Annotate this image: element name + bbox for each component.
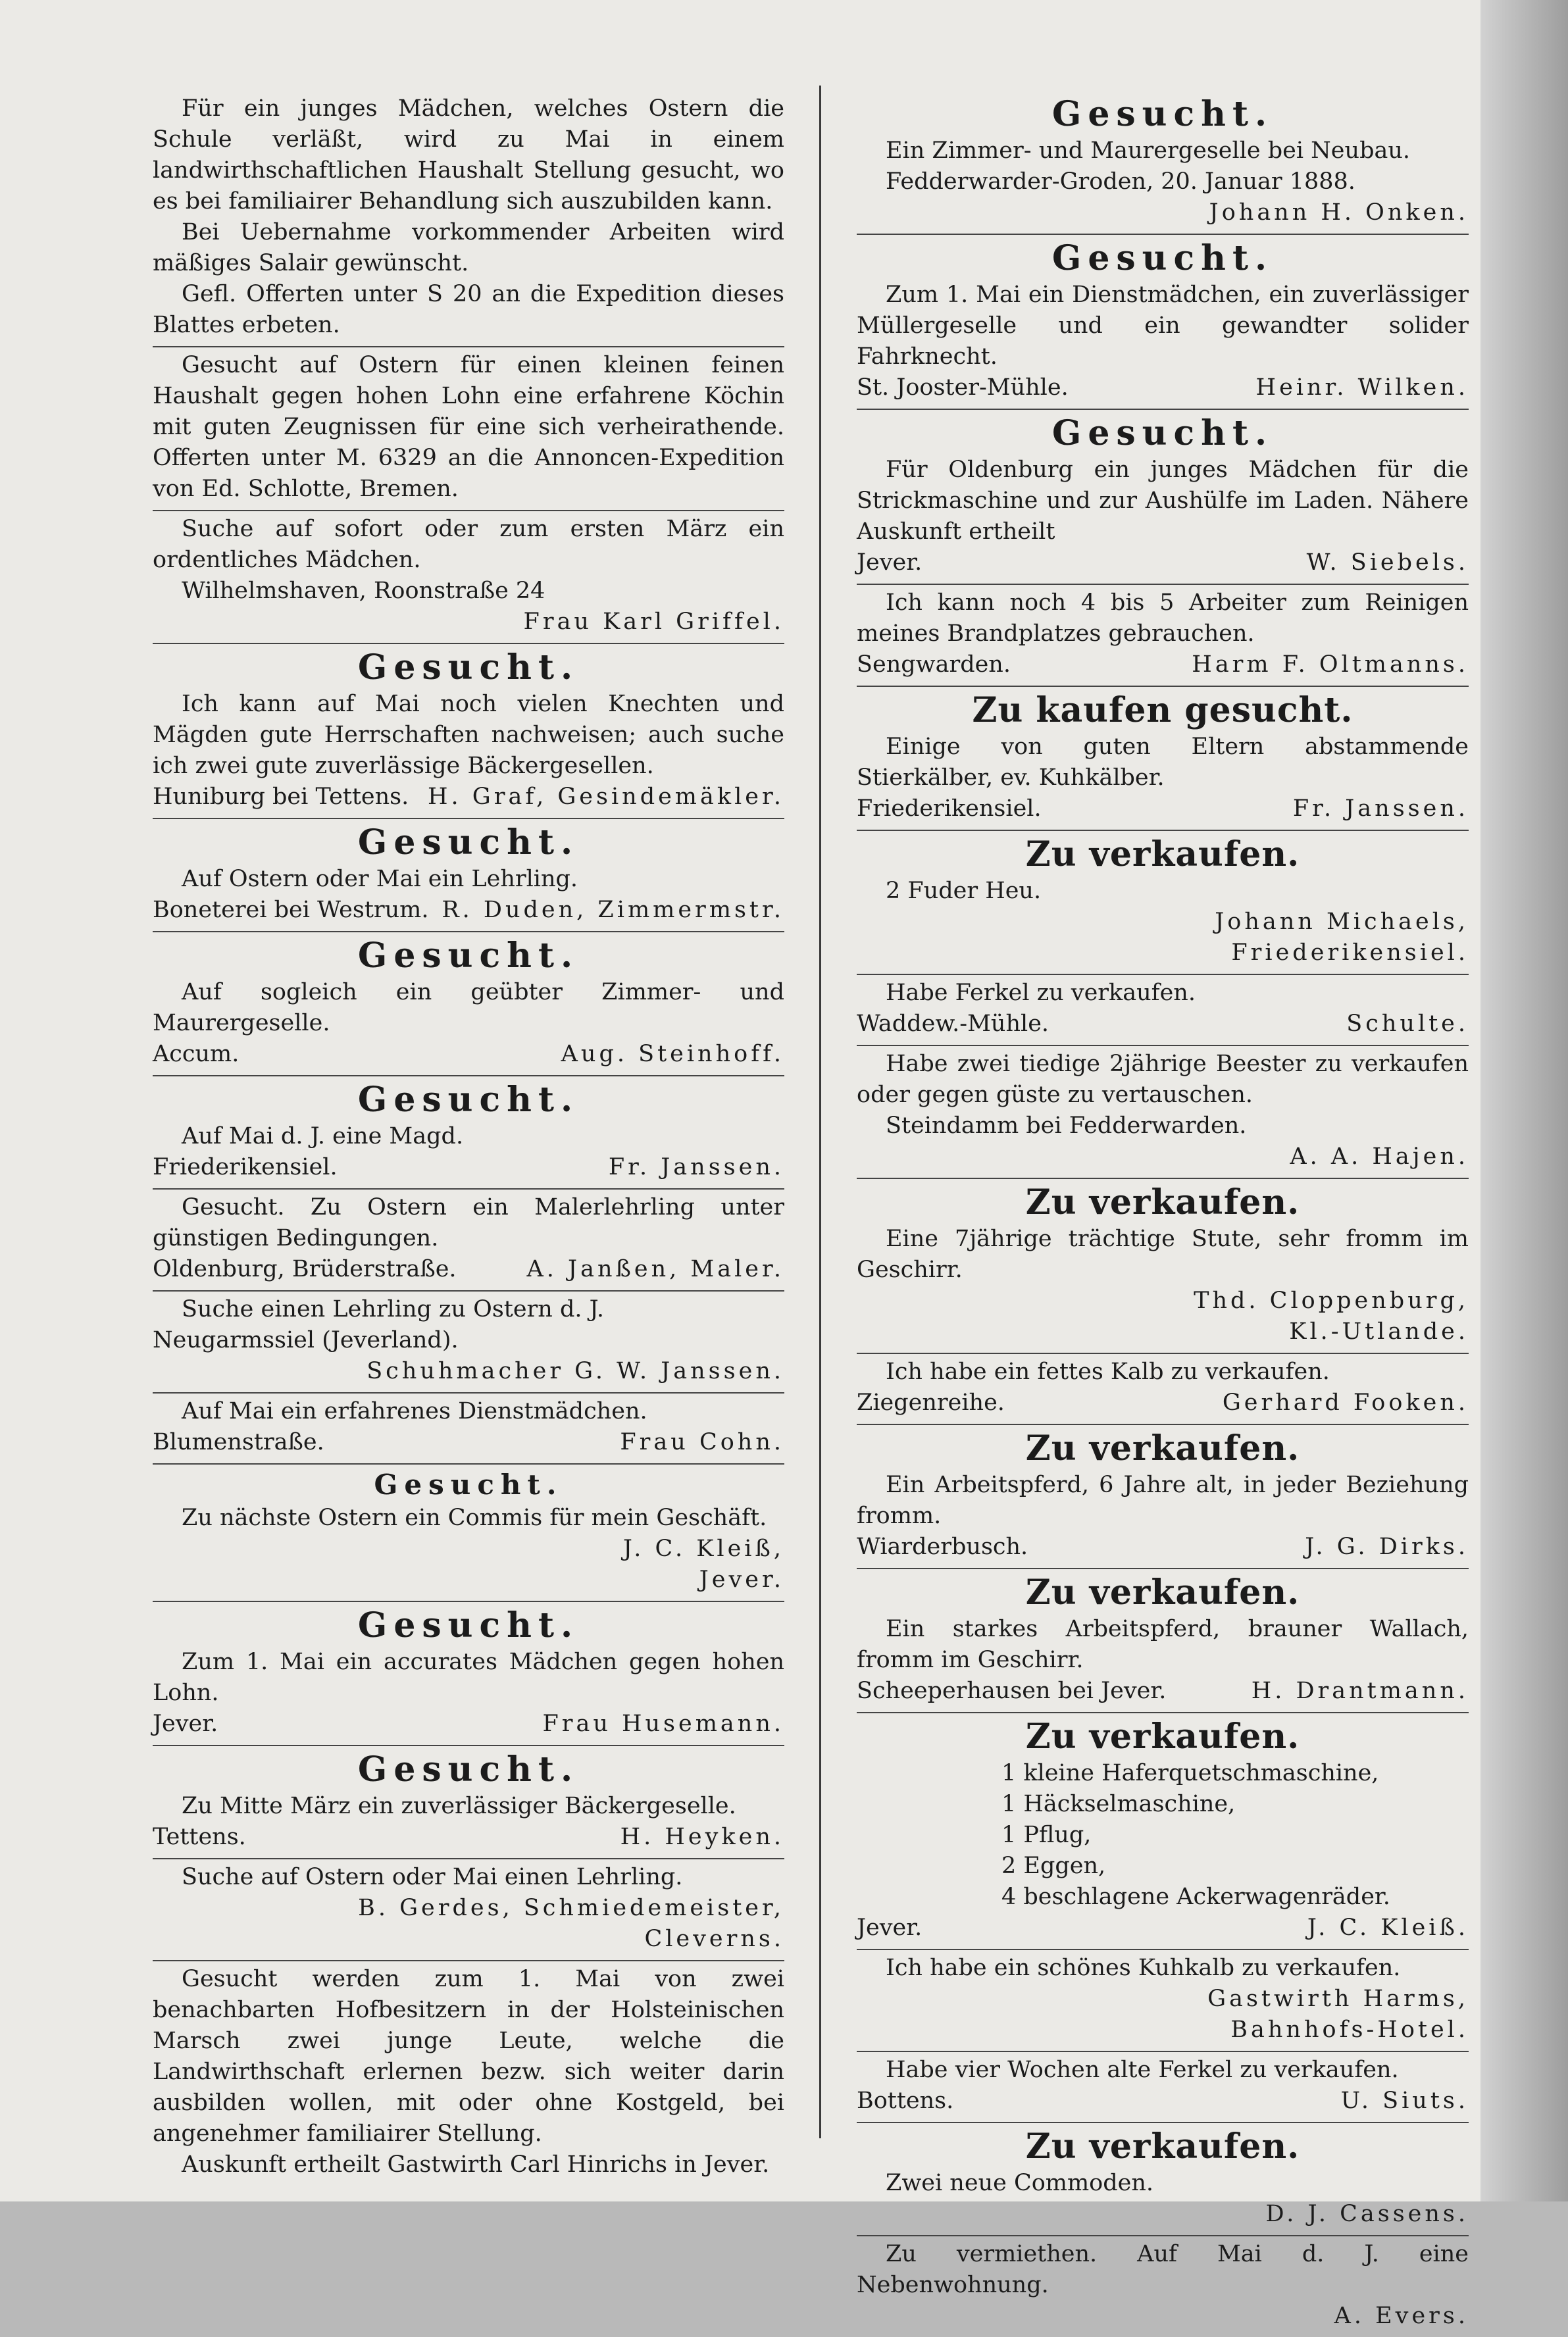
ad-location: Huniburg bei Tettens. [153,784,409,810]
ad-text: Steindamm bei Fedderwarden. [886,1113,1247,1139]
classified-ad [857,831,1469,975]
ad-text: Ich kann auf Mai noch vielen Knechten und Mägden gute Herrschaften nachweisen; auch suche ich zwei gute zuverlässige Bäckergesellen. [153,691,784,779]
ad-text: 1 Häckselmaschine, [1001,1791,1236,1817]
ad-text: Zu Mitte März ein zuverlässiger Bäckergeselle. [182,1793,736,1819]
ad-heading: Gesucht. [357,1749,580,1790]
ad-heading: Zu verkaufen. [1025,1428,1300,1469]
ad-heading: Gesucht. [357,1080,580,1120]
ad-advertiser: U. Siuts. [1340,2088,1469,2114]
classified-ad [153,91,784,347]
ad-text: Für ein junges Mädchen, welches Ostern die Schule verläßt, wird zu Mai in einem landwirthschaftlichen Haushalt Stellung gesucht, wo es bei familiairer Behandlung sich auszubilden kann. [153,95,784,214]
ad-advertiser: B. Gerdes, Schmiedemeister, [358,1895,784,1921]
ad-heading: Zu verkaufen. [1025,1572,1300,1613]
ad-advertiser: Aug. Steinhoff. [561,1041,784,1067]
classified-ad [857,1713,1469,1950]
classified-ad [153,932,784,1076]
ad-heading: Gesucht. [1051,94,1274,134]
ad-heading: Zu verkaufen. [1025,1717,1300,1757]
ad-advertiser: D. J. Cassens. [1265,2201,1469,2227]
classified-ad [857,2123,1469,2236]
ad-text: Für Oldenburg ein junges Mädchen für die Strickmaschine und zur Aushülfe im Laden. Nähere Auskunft ertheilt [857,457,1469,545]
classified-ad [857,1046,1469,1179]
ad-heading: Gesucht. [1051,413,1274,453]
ad-advertiser: W. Siebels. [1306,549,1469,576]
classified-ad [857,235,1469,410]
ad-advertiser: R. Duden, Zimmermstr. [442,897,784,923]
ad-text: Fedderwarder-Groden, 20. Januar 1888. [886,168,1355,195]
ad-text: Ein starkes Arbeitspferd, brauner Wallach, fromm im Geschirr. [857,1616,1469,1673]
ad-signature-line [153,1254,784,1285]
ad-advertiser: A. Evers. [1334,2303,1469,2329]
ad-location: Jever. [153,1711,218,1737]
ad-text: 4 beschlagene Ackerwagenräder. [1001,1884,1390,1910]
ad-text: Zwei neue Commoden. [886,2170,1154,2196]
ad-text: Auskunft ertheilt Gastwirth Carl Hinrichs in Jever. [182,2151,770,2178]
ad-advertiser: A. Janßen, Maler. [526,1256,784,1282]
ad-text: Habe Ferkel zu verkaufen. [886,980,1196,1006]
ad-advertiser: Fr. Janssen. [1292,795,1469,822]
ad-text: 2 Eggen, [1001,1853,1106,1879]
ad-heading: Gesucht. [1051,238,1274,278]
ad-text: Suche auf sofort oder zum ersten März ein ordentliches Mädchen. [153,516,784,573]
ad-location: Wiarderbusch. [857,1534,1028,1560]
classified-ad [153,347,784,511]
classified-ad [857,585,1469,687]
classified-ad [153,1465,784,1602]
classified-ad [857,1950,1469,2052]
ad-advertiser: Schulte. [1346,1011,1469,1037]
ad-advertiser: Gastwirth Harms, [1207,1986,1469,2012]
ad-signature-line [857,2086,1469,2117]
ad-location: St. Jooster-Mühle. [857,374,1069,401]
ad-advertiser: J. G. Dirks. [1305,1534,1469,1560]
ad-heading: Zu kaufen gesucht. [972,690,1353,730]
classified-ad [857,91,1469,235]
ad-advertiser: Johann Michaels, [1215,909,1469,935]
classified-ad [153,1602,784,1746]
ad-advertiser: Heinr. Wilken. [1255,374,1469,401]
classified-ad [153,1859,784,1961]
ad-signature-line [153,1152,784,1183]
ad-text: 1 kleine Haferquetschmaschine, [1001,1760,1379,1786]
classified-ad [857,2052,1469,2123]
classified-ad [153,1394,784,1465]
ad-advertiser: Jever. [699,1567,784,1593]
ad-text: Bei Uebernahme vorkommender Arbeiten wird mäßiges Salair gewünscht. [153,219,784,276]
page-edge [1480,0,1568,2201]
ad-advertiser: H. Graf, Gesindemäkler. [428,784,784,810]
ad-text: Ich habe ein schönes Kuhkalb zu verkaufen. [886,1955,1401,1981]
ad-heading: Zu verkaufen. [1025,1182,1300,1222]
ad-heading: Gesucht. [357,936,580,976]
ad-advertiser: Thd. Cloppenburg, [1194,1288,1469,1314]
classified-ad [857,2236,1469,2337]
ad-advertiser: Frau Cohn. [620,1429,784,1455]
ad-advertiser: A. A. Hajen. [1290,1143,1469,1170]
ad-advertiser: Cleverns. [644,1926,784,1952]
ad-text: Ich habe ein fettes Kalb zu verkaufen. [886,1359,1330,1385]
ad-text: Gesucht werden zum 1. Mai von zwei benachbarten Hofbesitzern in der Holsteinischen Marsch zwei junge Leute, welche die Landwirthschaft erlernen bezw. sich weiter darin ausbilden wollen, mit oder ohne Kostgeld, bei angenehmer familiairer Stellung. [153,1966,784,2147]
ad-signature-line [857,547,1469,578]
ad-signature-line [857,793,1469,824]
classified-ad [857,410,1469,585]
classified-ad [153,1292,784,1394]
ad-text: 2 Fuder Heu. [886,878,1042,904]
ad-heading: Gesucht. [357,647,580,688]
ad-location: Friederikensiel. [857,795,1042,822]
ad-advertiser: J. C. Kleiß, [622,1536,784,1562]
classified-ad [857,975,1469,1046]
ad-location: Tettens. [153,1824,246,1850]
classified-ad [153,1076,784,1190]
ad-advertiser: H. Heyken. [620,1824,784,1850]
ad-location: Waddew.-Mühle. [857,1011,1050,1037]
right-column [857,91,1469,2337]
ad-text: Habe vier Wochen alte Ferkel zu verkaufen. [886,2057,1399,2083]
ad-text: Ich kann noch 4 bis 5 Arbeiter zum Reinigen meines Brandplatzes gebrauchen. [857,590,1469,647]
ad-text: Ein Arbeitspferd, 6 Jahre alt, in jeder Beziehung fromm. [857,1472,1469,1529]
ad-text: Zum 1. Mai ein accurates Mädchen gegen hohen Lohn. [153,1649,784,1706]
ad-text: Suche auf Ostern oder Mai einen Lehrling. [182,1864,683,1890]
ad-text: Eine 7jährige trächtige Stute, sehr fromm im Geschirr. [857,1226,1469,1283]
classified-ad [153,511,784,644]
left-column [153,91,784,2186]
ad-location: Boneterei bei Westrum. [153,897,429,923]
ad-text: Zu vermiethen. Auf Mai d. J. eine Nebenwohnung. [857,2241,1469,2298]
ad-signature-line [153,782,784,813]
ad-heading: Gesucht. [357,1605,580,1646]
ad-signature-line [857,1676,1469,1707]
ad-advertiser: Harm F. Oltmanns. [1192,651,1469,678]
classified-ad [153,819,784,932]
ad-heading: Zu verkaufen. [1025,834,1300,874]
ad-signature-line [153,1822,784,1853]
ad-text: Gefl. Offerten unter S 20 an die Expedition dieses Blattes erbeten. [153,281,784,338]
ad-text: Auf sogleich ein geübter Zimmer- und Maurergeselle. [153,979,784,1036]
ad-signature-line [857,649,1469,680]
ad-location: Bottens. [857,2088,954,2114]
ad-advertiser: H. Drantmann. [1251,1678,1469,1704]
ad-text: Zu nächste Ostern ein Commis für mein Geschäft. [182,1505,767,1531]
ad-location: Jever. [857,1915,923,1941]
classified-ad [857,687,1469,831]
ad-heading: Zu verkaufen. [1025,2126,1300,2167]
ad-text: Gesucht auf Ostern für einen kleinen feinen Haushalt gegen hohen Lohn eine erfahrene Köchin mit guten Zeugnissen für eine sich verheirathende. Offerten unter M. 6329 an die Annoncen-Expedition von Ed. Schlotte, Bremen. [153,352,784,502]
ad-advertiser: Frau Karl Griffel. [523,609,784,635]
ad-text: Zum 1. Mai ein Dienstmädchen, ein zuverlässiger Müllergeselle und ein gewandter solider Fahrknecht. [857,282,1469,370]
ad-signature-line [153,1427,784,1458]
ad-advertiser: Johann H. Onken. [1209,199,1469,226]
ad-signature-line [153,1039,784,1070]
classified-ad [153,1746,784,1859]
ad-location: Oldenburg, Brüderstraße. [153,1256,457,1282]
classified-ad [153,1961,784,2186]
ad-text: Gesucht. Zu Ostern ein Malerlehrling unter günstigen Bedingungen. [153,1194,784,1251]
ad-advertiser: Fr. Janssen. [608,1154,784,1180]
ad-heading: Gesucht. [357,822,580,863]
column-divider [819,86,821,2138]
classified-ad [857,1569,1469,1713]
ad-signature-line [857,1009,1469,1040]
ad-text: Einige von guten Eltern abstammende Stierkälber, ev. Kuhkälber. [857,734,1469,791]
classified-ad [857,1354,1469,1425]
ad-text: Habe zwei tiedige 2jährige Beester zu verkaufen oder gegen güste zu vertauschen. [857,1051,1469,1108]
ad-location: Accum. [153,1041,240,1067]
ad-location: Friederikensiel. [153,1154,338,1180]
classified-ad [857,1425,1469,1569]
ad-location: Blumenstraße. [153,1429,324,1455]
ad-text: Wilhelmshaven, Roonstraße 24 [182,578,545,604]
classified-ad [153,644,784,819]
ad-location: Sengwarden. [857,651,1011,678]
ad-text: Auf Mai ein erfahrenes Dienstmädchen. [182,1398,647,1424]
ad-heading: Gesucht. [374,1469,563,1501]
classified-ad [153,1190,784,1292]
ad-text: Ein Zimmer- und Maurergeselle bei Neubau. [886,138,1411,164]
ad-advertiser: Gerhard Fooken. [1222,1390,1469,1416]
ad-text: Auf Ostern oder Mai ein Lehrling. [182,866,578,892]
classified-ad [857,1179,1469,1354]
ad-text: Suche einen Lehrling zu Ostern d. J. [182,1296,605,1322]
ad-text: Auf Mai d. J. eine Magd. [182,1123,464,1149]
ad-advertiser: Kl.-Utlande. [1289,1319,1469,1345]
ad-signature-line [153,895,784,926]
ad-location: Scheeperhausen bei Jever. [857,1678,1167,1704]
ad-advertiser: Schuhmacher G. W. Janssen. [367,1358,784,1384]
ad-location: Jever. [857,549,923,576]
ad-signature-line [857,1913,1469,1944]
ad-location: Ziegenreihe. [857,1390,1005,1416]
ad-text: 1 Pflug, [1001,1822,1092,1848]
ad-signature-line [153,1709,784,1740]
ad-signature-line [857,372,1469,403]
ad-advertiser: Bahnhofs-Hotel. [1230,2017,1469,2043]
ad-advertiser: Frau Husemann. [542,1711,784,1737]
ad-advertiser: Friederikensiel. [1231,940,1469,966]
ad-advertiser: J. C. Kleiß. [1307,1915,1469,1941]
ad-signature-line [857,1388,1469,1419]
ad-signature-line [857,1532,1469,1563]
ad-text: Neugarmssiel (Jeverland). [153,1327,459,1353]
